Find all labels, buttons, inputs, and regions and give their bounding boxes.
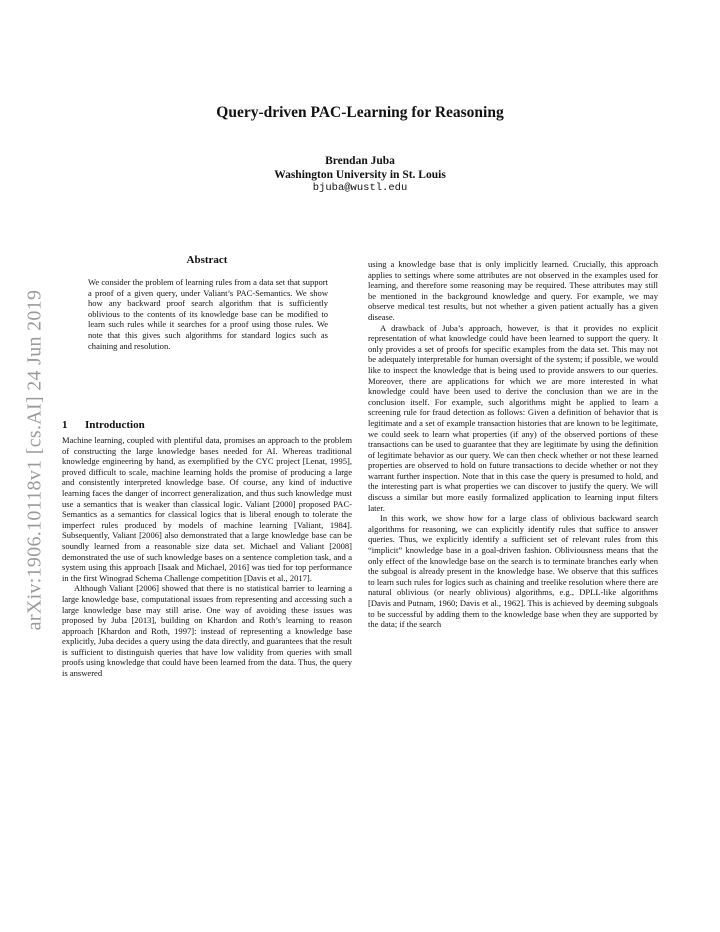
right-paragraph-1: using a knowledge base that is only implicitly learned. Crucially, this approach applies to settings where some attributes are not observed in the examples used for learning, and therefore some reasoning may be required. These attributes may still be mentioned in the background knowledge and query. For example, we may observe medical test results, but not whether a given patient actually has a given disease. (368, 259, 658, 322)
section-title: Introduction (85, 419, 145, 431)
section-heading (62, 419, 145, 431)
author-affiliation: Washington University in St. Louis (274, 169, 446, 181)
author-email: bjuba@wustl.edu (312, 182, 408, 194)
abstract-heading: Abstract (186, 254, 228, 266)
author-name: Brendan Juba (325, 155, 395, 167)
intro-column-left (62, 435, 352, 679)
arxiv-stamp (13, 260, 57, 660)
abstract-text: We consider the problem of learning rules from a data set that support a proof of a given query, under Valiant’s PAC-Semantics. We show how any backward proof search algorithm that is sufficiently oblivious to the contents of its knowledge base can be modified to learn such rules while it searches for a proof using those rules. We note that this gives such algorithms for standard logics such as chaining and resolution. (88, 277, 328, 351)
section-number: 1 (62, 419, 68, 431)
abstract-body (88, 262, 328, 351)
right-paragraph-2: A drawback of Juba’s approach, however, is that it provides no explicit representation of what knowledge could have been learned to support the query. It only provides a set of proofs for specific examples from the data set. This may not be adequately interpretable for human oversight of the system; if possible, we would like to inspect the knowledge that is being used to provide answers to our queries. Moreover, there are applications for which we are more interested in what knowledge could have been used to derive the conclusion than we are in the conclusion itself. For example, such algorithms might be applied to learn a screening rule for fraud detection as follows: Given a definition of behavior that is legitimate and a set of example transaction histories that are known to be legitimate, we could seek to learn what properties (if any) of the observed portions of these transactions can be used to guarantee that they are legitimate by using the definition of legitimate behavior as our query. We can then check whether or not these learned properties are observed to hold on future transactions to decide whether or not they warrant further inspection. Note that in this case the query is presumed to hold, and the interesting part is what properties we can discover to justify the query. We will discuss a similar but more easily formalized application to learning input filters later. (368, 322, 658, 513)
intro-paragraph-1: Machine learning, coupled with plentiful data, promises an approach to the problem of constructing the large knowledge bases needed for AI. Whereas traditional knowledge engineering by hand, as exemplified by the CYC project [Lenat, 1995], proved difficult to scale, machine learning holds the promise of producing a large and consistently interpreted knowledge base. Of course, any kind of inductive learning faces the danger of incorrect generalization, and thus such knowledge must use a semantics that is weaker than classical logic. Valiant [2000] proposed PAC-Semantics as a semantics for classical logics that is liberal enough to tolerate the imperfect rules produced by models of machine learning [Valiant, 1984]. Subsequently, Valiant [2006] also demonstrated that a large knowledge base can be soundly learned from a reasonable size data set. Michael and Valiant [2008] demonstrated the use of such knowledge bases on a sentence completion task, and a system using this approach [Isaak and Michael, 2016] was tied for top performance in the first Winograd Schema Challenge competition [Davis et al., 2017]. (62, 435, 352, 583)
paper-title: Query-driven PAC-Learning for Reasoning (216, 104, 504, 121)
author-block (0, 154, 720, 182)
right-paragraph-3: In this work, we show how for a large class of oblivious backward search algorithms for reasoning, we can explicitly identify rules that suffice to answer queries. Thus, we explicitly identify a sufficient set of relevant rules from this “implicit” knowledge base in a goal-driven fashion. Obliviousness means that the only effect of the knowledge base on the search is to terminate branches early when the subgoal is already present in the knowledge base. We observe that this suffices to learn such rules for logics such as chaining and treelike resolution where there are natural oblivious (or nearly oblivious) algorithms, e.g., DPLL-like algorithms [Davis and Putnam, 1960; Davis et al., 1962]. This is achieved by deeming subgoals to be successful by adding them to the knowledge base when they are supported by the data; if the search (368, 513, 658, 630)
intro-paragraph-2: Although Valiant [2006] showed that there is no statistical barrier to learning a large knowledge base, computational issues from representing and accessing such a large knowledge base may still arise. One way of avoiding these issues was proposed by Juba [2013], building on Khardon and Roth’s learning to reason approach [Khardon and Roth, 1997]: instead of representing a knowledge base explicitly, Juba decides a query using the data directly, and guarantees that the result is sufficient to distinguish queries that have low validity from queries with small proofs using knowledge that could have been learned from the data. Thus, the query is answered (62, 583, 352, 679)
intro-column-right (368, 259, 658, 630)
arxiv-stamp-text: arXiv:1906.10118v1 [cs.AI] 24 Jun 2019 (23, 289, 46, 631)
